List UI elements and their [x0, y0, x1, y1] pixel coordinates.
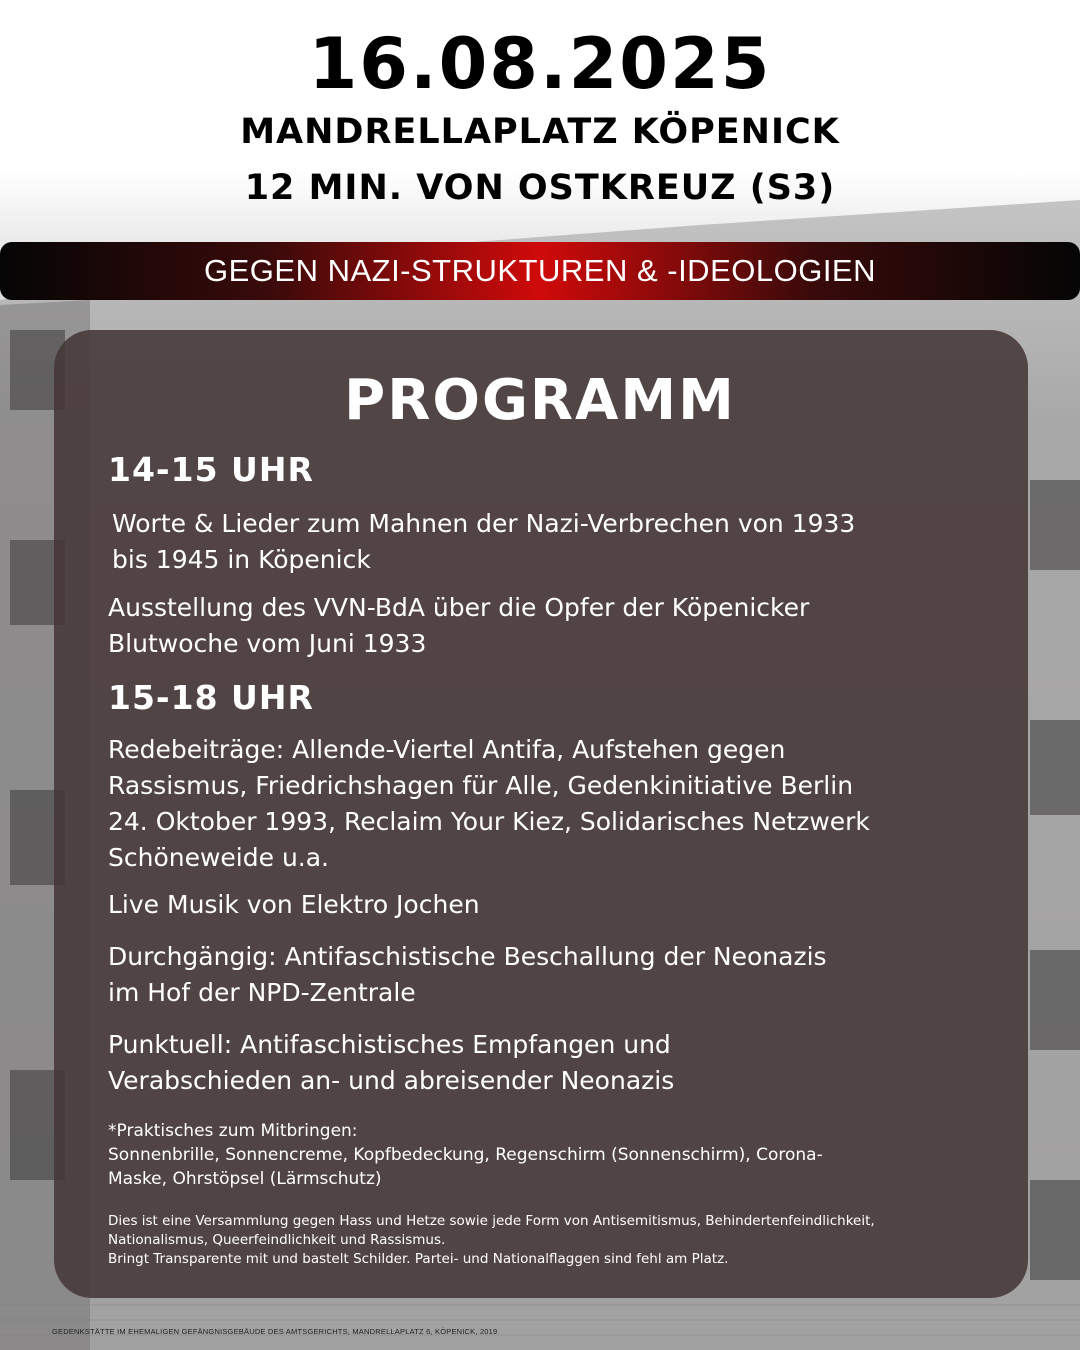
bring-list — [108, 1119, 988, 1191]
event-date: 16.08.2025 — [308, 23, 772, 105]
program-item-line: Durchgängig: Antifaschistische Beschallung der Neonazis — [108, 942, 827, 971]
program-title: PROGRAMM — [344, 368, 736, 433]
bring-list-line: *Praktisches zum Mitbringen: — [108, 1121, 358, 1141]
transit-info: 12 MIN. VON OSTKREUZ (S3) — [244, 168, 836, 208]
program-item-line: Verabschieden an- und abreisender Neonazis — [108, 1066, 675, 1095]
program-item-speeches — [108, 732, 1008, 876]
program-item-line: 24. Oktober 1993, Reclaim Your Kiez, Solidarisches Netzwerk — [108, 807, 870, 836]
program-item-line: bis 1945 in Köpenick — [112, 545, 371, 574]
program-item-sound — [108, 939, 1008, 1011]
program-item-remembrance — [112, 506, 1012, 578]
program-item-line: Worte & Lieder zum Mahnen der Nazi-Verbrechen von 1933 — [112, 509, 856, 538]
timeslot-14-15: 14-15 UHR — [108, 450, 314, 489]
bring-list-line: Sonnenbrille, Sonnencreme, Kopfbedeckung, Regenschirm (Sonnenschirm), Corona- — [108, 1145, 823, 1165]
notice-line: Dies ist eine Versammlung gegen Hass und Hetze sowie jede Form von Antisemitismus, Behindertenfeindlichkeit, — [108, 1213, 875, 1229]
program-item-reception — [108, 1027, 1008, 1099]
photo-caption: GEDENKSTÄTTE IM EHEMALIGEN GEFÄNGNISGEBÄUDE DES AMTSGERICHTS, MANDRELLAPLATZ 6, KÖPENICK, 2019 — [52, 1327, 498, 1336]
program-item-line: Ausstellung des VVN-BdA über die Opfer der Köpenicker — [108, 593, 810, 622]
program-item-line: Redebeiträge: Allende-Viertel Antifa, Aufstehen gegen — [108, 735, 786, 764]
program-item-line: Rassismus, Friedrichshagen für Alle, Gedenkinitiative Berlin — [108, 771, 854, 800]
program-item-line: im Hof der NPD-Zentrale — [108, 978, 416, 1007]
event-location: MANDRELLAPLATZ KÖPENICK — [240, 112, 840, 152]
program-item-line: Blutwoche vom Juni 1933 — [108, 629, 427, 658]
notice-line: Bringt Transparente mit und bastelt Schilder. Partei- und Nationalflaggen sind fehl am Platz. — [108, 1251, 729, 1267]
timeslot-15-18: 15-18 UHR — [108, 678, 314, 717]
program-item-music: Live Musik von Elektro Jochen — [108, 890, 480, 919]
program-item-line: Punktuell: Antifaschistisches Empfangen und — [108, 1030, 671, 1059]
bring-list-line: Maske, Ohrstöpsel (Lärmschutz) — [108, 1169, 382, 1189]
slogan-banner: GEGEN NAZI-STRUKTUREN & -IDEOLOGIEN — [0, 242, 1080, 300]
program-item-line: Schöneweide u.a. — [108, 843, 330, 872]
assembly-notice — [108, 1212, 988, 1269]
program-item-exhibition — [108, 590, 1008, 662]
notice-line: Nationalismus, Queerfeindlichkeit und Rassismus. — [108, 1232, 446, 1248]
